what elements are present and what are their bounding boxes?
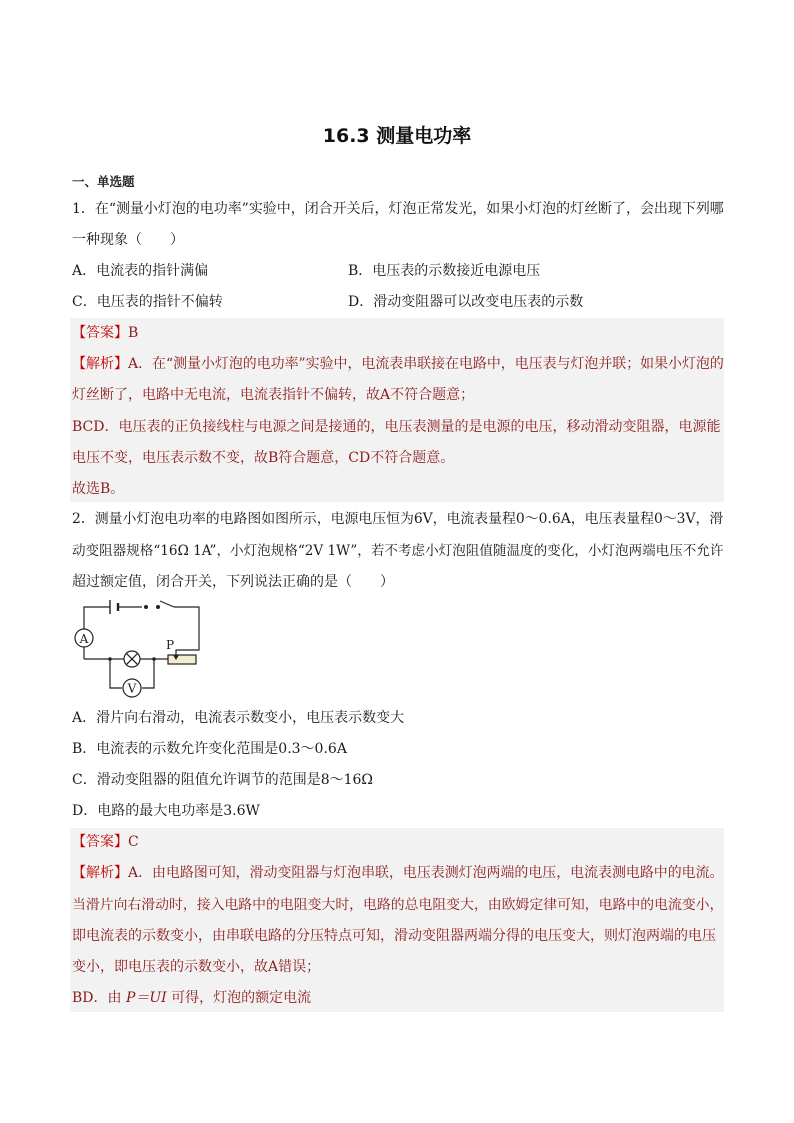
junction-right [152, 657, 156, 661]
q1-answer [72, 323, 138, 343]
q2-option-c: C．滑动变阻器的阻值允许调节的范围是8～16Ω [72, 772, 374, 788]
ammeter-label: A [79, 632, 89, 646]
junction-left [108, 657, 112, 661]
q1-analysis-line-2: 灯丝断了，电路中无电流，电流表指针不偏转，故A不符合题意； [72, 387, 475, 403]
q2-option-a: A．滑片向右滑动，电流表示数变小，电压表示数变大 [72, 710, 405, 726]
formula: P＝UI [125, 990, 167, 1006]
q2-stem-line-3: 超过额定值，闭合开关，下列说法正确的是（ ） [72, 574, 394, 590]
section-heading: 一、单选题 [72, 174, 135, 189]
q2-analysis-line-2: 当滑片向右滑动时，接入电路中的电阻变大时，电路的总电阻变大，由欧姆定律可知，电路中的电流变小， [72, 897, 724, 913]
analysis-tag: 【解析】 [72, 356, 128, 372]
q1-option-d: D．滑动变阻器可以改变电压表的示数 [348, 294, 584, 310]
q1-solution-panel [70, 318, 724, 502]
voltmeter-label: V [127, 681, 137, 696]
q2-analysis-line-3: 即电流表的示数变小，由串联电路的分压特点可知，滑动变阻器两端分得的电压变大，则灯泡两端的电压 [72, 928, 716, 944]
q1-option-a: A．电流表的指针满偏 [72, 263, 209, 279]
answer-value: B [128, 325, 139, 341]
q2-option-d: D．电路的最大电功率是3.6W [72, 803, 260, 819]
q2-option-b: B．电流表的示数允许变化范围是0.3～0.6A [72, 741, 347, 757]
q1-stem-line-1: 1．在“测量小灯泡的电功率”实验中，闭合开关后，灯泡正常发光，如果小灯泡的灯丝断了，会出现下列哪 [72, 201, 724, 217]
q1-analysis-line-3: BCD．电压表的正负接线柱与电源之间是接通的，电压表测量的是电源的电压，移动滑动变阻器，电源能 [72, 419, 721, 435]
q2-stem-line-2: 动变阻器规格“16Ω 1A”，小灯泡规格“2V 1W”，若不考虑小灯泡阻值随温度的变化，小灯泡两端电压不允许 [72, 543, 724, 559]
q1-option-b: B．电压表的示数接近电源电压 [348, 263, 541, 279]
circuit-diagram [70, 598, 210, 702]
rheostat-icon [168, 655, 196, 664]
switch-contact-right [156, 605, 160, 609]
switch-contact-left [144, 605, 148, 609]
q2-stem-line-1: 2．测量小灯泡电功率的电路图如图所示，电源电压恒为6V，电流表量程0～0.6A，电压表量程0～3V，滑 [72, 511, 724, 527]
q1-analysis-line-4: 电压不变，电压表示数不变，故B符合题意，CD不符合题意。 [72, 450, 455, 466]
page-title: 16.3 测量电功率 [322, 125, 472, 147]
q2-analysis-line-4: 变小，即电压表的示数变小，故A错误； [72, 959, 321, 975]
q2-answer [72, 832, 139, 852]
q1-analysis-line-1: 【解析】A．在“测量小灯泡的电功率”实验中，电流表串联接在电路中，电压表与灯泡并联；如果小灯泡的 [72, 356, 724, 372]
answer-value: C [128, 834, 139, 850]
q1-option-c: C．电压表的指针不偏转 [72, 294, 223, 310]
answer-tag: 【答案】 [72, 834, 128, 850]
slider-label: P [166, 638, 175, 652]
answer-tag: 【答案】 [72, 325, 128, 341]
q2-analysis-line-5: BD．由 P＝UI 可得，灯泡的额定电流 [72, 990, 312, 1006]
q1-analysis-line-5: 故选B。 [72, 481, 125, 497]
analysis-tag: 【解析】 [72, 865, 128, 881]
q1-stem-line-2: 一种现象（ ） [72, 232, 184, 248]
q2-solution-panel [70, 828, 724, 1012]
q2-analysis-line-1: 【解析】A．由电路图可知，滑动变阻器与灯泡串联，电压表测灯泡两端的电压，电流表测电路中的电流。 [72, 865, 724, 881]
